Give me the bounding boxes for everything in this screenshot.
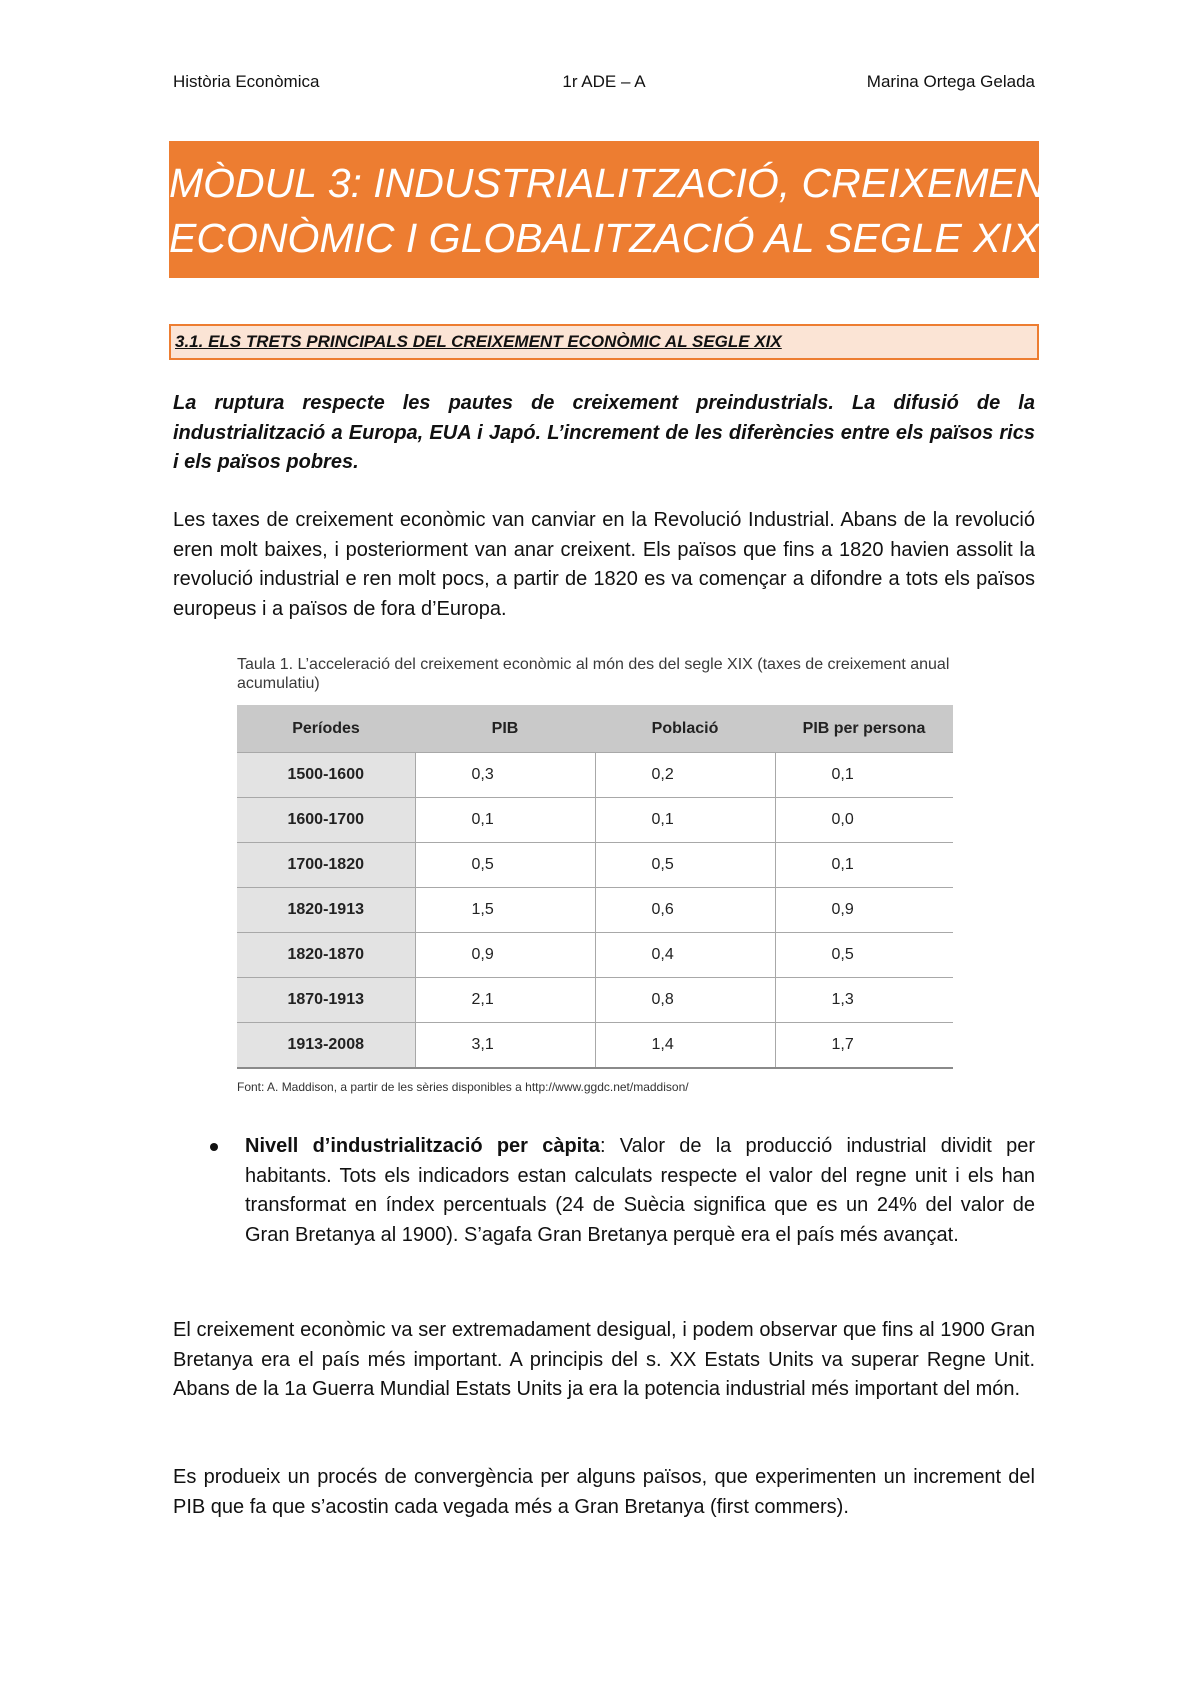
table-source: Font: A. Maddison, a partir de les sèries disponibles a http://www.ggdc.net/maddison/	[237, 1080, 689, 1094]
gdp-cell: 2,1	[415, 978, 595, 1023]
population-cell: 0,1	[595, 798, 775, 843]
gdp-cell: 0,1	[415, 798, 595, 843]
paragraph-convergence: Es produeix un procés de convergència per alguns països, que experimenten un increment del PIB que fa que s’acostin cada vegada més a Gran Bretanya (first commers).	[173, 1466, 1035, 1518]
population-cell: 0,6	[595, 888, 775, 933]
table-row	[237, 753, 953, 798]
growth-rates-table	[237, 705, 953, 1069]
population-cell: 1,4	[595, 1023, 775, 1069]
header-author: Marina Ortega Gelada	[866, 72, 1035, 91]
population-cell: 0,4	[595, 933, 775, 978]
gdp-per-person-cell: 1,3	[775, 978, 953, 1023]
column-header-periods: Períodes	[237, 705, 415, 753]
period-cell: 1820-1870	[237, 933, 415, 978]
population-cell: 0,5	[595, 843, 775, 888]
table-row	[237, 933, 953, 978]
gdp-cell: 0,3	[415, 753, 595, 798]
bullet-industrialization	[245, 1132, 1035, 1250]
gdp-cell: 3,1	[415, 1023, 595, 1069]
paragraph-growth-rates: Les taxes de creixement econòmic van canviar en la Revolució Industrial. Abans de la revolució eren molt baixes, i posteriorment van anar creixent. Els països que fins a 1820 havien assolit la revolució industrial e ren molt pocs, a partir de 1820 es va començar a difondre a tots els països europeus i a països de fora d’Europa.	[173, 509, 1035, 620]
period-cell: 1500-1600	[237, 753, 415, 798]
header-course: Història Econòmica	[173, 72, 320, 91]
gdp-per-person-cell: 0,5	[775, 933, 953, 978]
gdp-per-person-cell: 0,9	[775, 888, 953, 933]
paragraph-uneven-growth: El creixement econòmic va ser extremadament desigual, i podem observar que fins al 1900 Gran Bretanya era el país més important. A principis del s. XX Estats Units va superar Regne Unit. Abans de la 1a Guerra Mundial Estats Units ja era la potencia industrial més important del món.	[173, 1319, 1035, 1400]
table-caption: Taula 1. L’acceleració del creixement econòmic al món des del segle XIX (taxes de creixement anual acumulatiu)	[237, 656, 950, 692]
header-group: 1r ADE – A	[562, 72, 646, 91]
table-header-row	[237, 705, 953, 753]
column-header-population: Població	[595, 705, 775, 753]
section-heading: 3.1. ELS TRETS PRINCIPALS DEL CREIXEMENT ECONÒMIC AL SEGLE XIX	[169, 324, 1039, 360]
table-row	[237, 888, 953, 933]
period-cell: 1913-2008	[237, 1023, 415, 1069]
table-row	[237, 798, 953, 843]
bullet-icon	[210, 1143, 218, 1151]
bullet-definition: : Valor de la producció industrial dividit per habitants. Tots els indicadors estan calculats respecte el valor del regne unit i els han transformat en índex percentuals (24 de Suècia significa que es un 24% del valor de Gran Bretanya al 1900). S’agafa Gran Bretanya perquè era el país més avançat.	[245, 1135, 1035, 1246]
module-title-banner	[169, 141, 1071, 278]
period-cell: 1870-1913	[237, 978, 415, 1023]
gdp-cell: 0,9	[415, 933, 595, 978]
column-header-gdp: PIB	[415, 705, 595, 753]
bullet-term: Nivell d’industrialització per càpita	[245, 1135, 600, 1157]
period-cell: 1820-1913	[237, 888, 415, 933]
population-cell: 0,8	[595, 978, 775, 1023]
gdp-cell: 0,5	[415, 843, 595, 888]
gdp-per-person-cell: 0,1	[775, 753, 953, 798]
gdp-per-person-cell: 1,7	[775, 1023, 953, 1069]
period-cell: 1700-1820	[237, 843, 415, 888]
table-row	[237, 843, 953, 888]
intro-paragraph: La ruptura respecte les pautes de creixement preindustrials. La difusió de la industrialització a Europa, EUA i Japó. L’increment de les diferències entre els països rics i els països pobres.	[173, 392, 1035, 473]
period-cell: 1600-1700	[237, 798, 415, 843]
gdp-cell: 1,5	[415, 888, 595, 933]
module-title-line-1: MÒDUL 3: INDUSTRIALITZACIÓ, CREIXEMENT	[169, 160, 1071, 206]
table-row	[237, 1023, 953, 1069]
table-row	[237, 978, 953, 1023]
population-cell: 0,2	[595, 753, 775, 798]
column-header-gdp-per-person: PIB per persona	[775, 705, 953, 753]
module-title-line-2: ECONÒMIC I GLOBALITZACIÓ AL SEGLE XIX	[169, 215, 1040, 261]
gdp-per-person-cell: 0,1	[775, 843, 953, 888]
gdp-per-person-cell: 0,0	[775, 798, 953, 843]
